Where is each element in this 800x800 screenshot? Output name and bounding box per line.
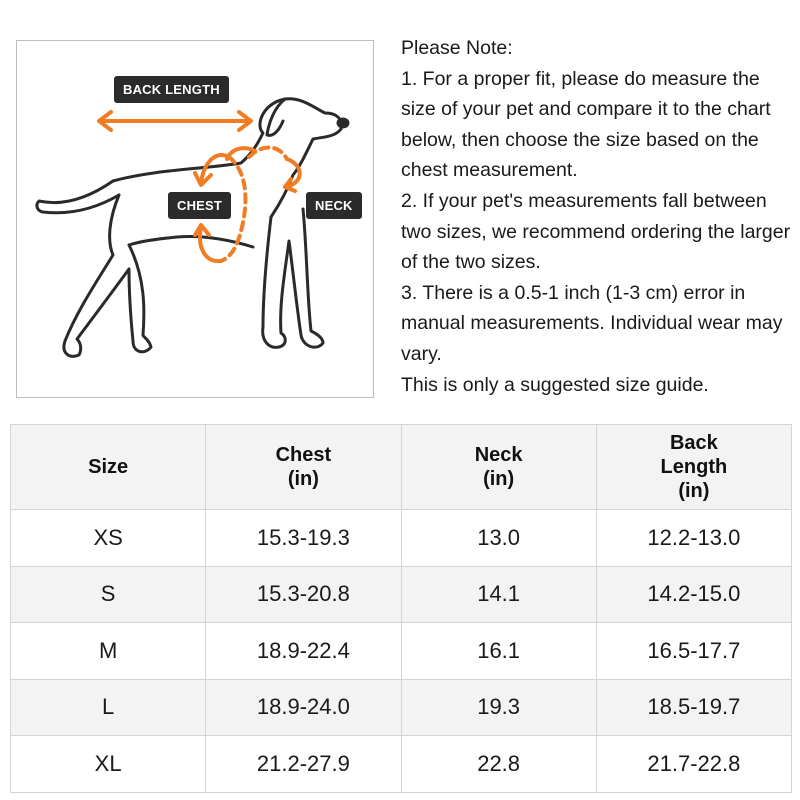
- cell-size: XL: [11, 736, 206, 793]
- notes-heading: Please Note:: [401, 37, 513, 59]
- cell-chest: 21.2-27.9: [206, 736, 401, 793]
- cell-neck: 19.3: [401, 679, 596, 736]
- notes-footer: This is only a suggested size guide.: [401, 373, 709, 396]
- cell-chest: 18.9-24.0: [206, 679, 401, 736]
- header-neck: Neck (in): [401, 425, 596, 510]
- table-row: [11, 510, 792, 567]
- cell-chest: 18.9-22.4: [206, 623, 401, 680]
- cell-back-length: 16.5-17.7: [596, 623, 791, 680]
- header-size: Size: [11, 425, 206, 510]
- header-back-length: Back Length (in): [596, 425, 791, 510]
- header-chest: Chest (in): [206, 425, 401, 510]
- note-item: 3. There is a 0.5-1 inch (1-3 cm) error in manual measurements. Individual wear may vary.: [401, 281, 783, 365]
- cell-size: L: [11, 679, 206, 736]
- cell-neck: 13.0: [401, 510, 596, 567]
- cell-size: S: [11, 566, 206, 623]
- table-row: [11, 566, 792, 623]
- size-notes: [401, 33, 796, 400]
- cell-back-length: 14.2-15.0: [596, 566, 791, 623]
- cell-back-length: 18.5-19.7: [596, 679, 791, 736]
- cell-neck: 22.8: [401, 736, 596, 793]
- cell-neck: 16.1: [401, 623, 596, 680]
- cell-chest: 15.3-19.3: [206, 510, 401, 567]
- table-header-row: [11, 425, 792, 510]
- cell-size: XS: [11, 510, 206, 567]
- chest-label: CHEST: [168, 192, 231, 219]
- measurement-diagram: [16, 40, 374, 398]
- note-item: 1. For a proper fit, please do measure the size of your pet and compare it to the chart below, then choose the size based on the chest measurement.: [401, 67, 771, 182]
- size-chart-table: [10, 424, 792, 793]
- cell-chest: 15.3-20.8: [206, 566, 401, 623]
- note-item: 2. If your pet's measurements fall between two sizes, we recommend ordering the larger of the two sizes.: [401, 189, 791, 274]
- neck-label: NECK: [306, 192, 362, 219]
- cell-neck: 14.1: [401, 566, 596, 623]
- cell-size: M: [11, 623, 206, 680]
- cell-back-length: 12.2-13.0: [596, 510, 791, 567]
- back-length-label: BACK LENGTH: [114, 76, 229, 103]
- table-row: [11, 736, 792, 793]
- table-row: [11, 623, 792, 680]
- table-row: [11, 679, 792, 736]
- cell-back-length: 21.7-22.8: [596, 736, 791, 793]
